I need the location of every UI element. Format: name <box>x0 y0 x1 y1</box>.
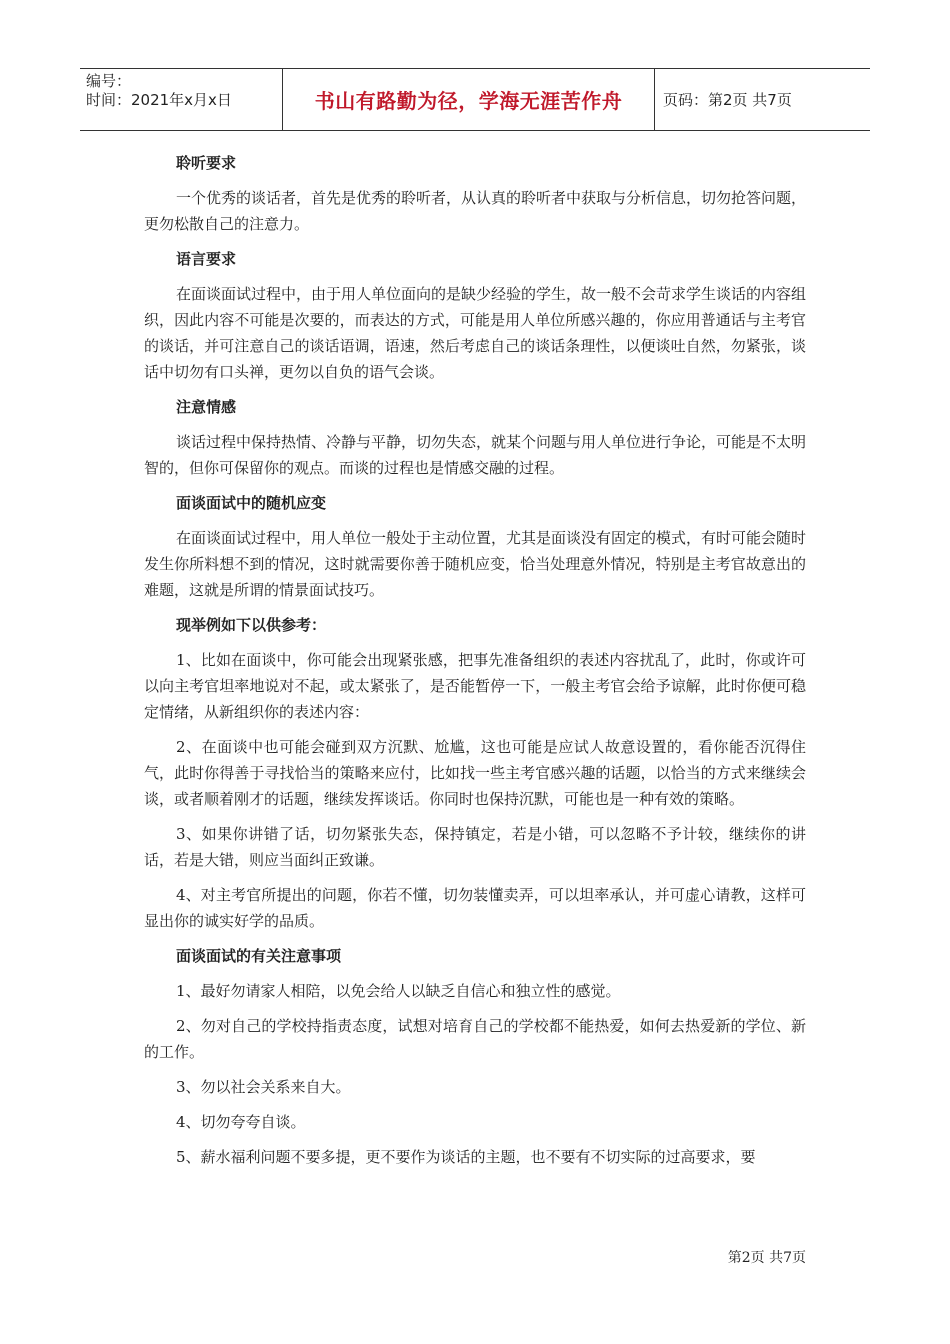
section-heading: 聆听要求 <box>176 154 237 172</box>
paragraph: 2、在面谈中也可能会碰到双方沉默、尬尴，这也可能是应试人故意设置的，看你能否沉得住气，此时你得善于寻找恰当的策略来应付，比如找一些主考官感兴趣的话题，以恰当的方式来继续会谈，或者顺着刚才的话题，继续发挥谈话。你同时也保持沉默，可能也是一种有效的策略。 <box>144 738 806 808</box>
section-heading: 语言要求 <box>176 250 237 268</box>
paragraph: 在面谈面试过程中，由于用人单位面向的是缺少经验的学生，故一般不会苛求学生谈话的内容组织，因此内容不可能是次要的，而表达的方式，可能是用人单位所感兴趣的，你应用普通话与主考官的谈话，并可注意自己的谈话语调，语速，然后考虑自己的谈话条理性，以便谈吐自然，勿紧张，谈话中切勿有口头禅，更勿以自负的语气会谈。 <box>144 285 807 381</box>
paragraph: 1、最好勿请家人相陪，以免会给人以缺乏自信心和独立性的感觉。 <box>176 982 621 1000</box>
section-heading: 面谈面试的有关注意事项 <box>176 947 342 965</box>
paragraph: 3、如果你讲错了话，切勿紧张失态，保持镇定，若是小错，可以忽略不予计较，继续你的讲话，若是大错，则应当面纠正致谦。 <box>144 825 806 869</box>
paragraph: 5、薪水福利问题不要多提，更不要作为谈话的主题，也不要有不切实际的过高要求，要 <box>176 1148 756 1166</box>
paragraph: 2、勿对自己的学校持指责态度，试想对培育自己的学校都不能热爱，如何去热爱新的学位、新的工作。 <box>144 1017 806 1061</box>
paragraph: 3、勿以社会关系来自大。 <box>176 1078 351 1096</box>
document-date-label: 时间：2021年x月x日 <box>86 91 232 109</box>
paragraph: 4、对主考官所提出的问题，你若不懂，切勿装懂卖弄，可以坦率承认，并可虚心请教，这样可显出你的诚实好学的品质。 <box>144 886 806 930</box>
section-heading: 现举例如下以供参考： <box>176 616 327 634</box>
document-body <box>144 150 806 1179</box>
paragraph: 1、比如在面谈中，你可能会出现紧张感，把事先准备组织的表述内容扰乱了，此时，你或许可以向主考官坦率地说对不起，或太紧张了，是否能暂停一下，一般主考官会给予谅解，此时你便可稳定情绪，从新组织你的表述内容： <box>144 651 806 721</box>
header-page-cell <box>655 69 870 130</box>
section-heading: 注意情感 <box>176 398 237 416</box>
section-heading: 面谈面试中的随机应变 <box>176 494 327 512</box>
paragraph: 一个优秀的谈话者，首先是优秀的聆听者，从认真的聆听者中获取与分析信息，切勿抢答问题，更勿松散自己的注意力。 <box>144 189 807 233</box>
document-number-label: 编号： <box>86 72 132 90</box>
page-header <box>80 68 870 131</box>
header-meta-cell <box>80 69 282 130</box>
page-footer-number: 第2页 共7页 <box>727 1250 806 1266</box>
header-motto-cell <box>282 69 655 130</box>
paragraph: 4、切勿夸夸自谈。 <box>176 1113 306 1131</box>
paragraph: 在面谈面试过程中，用人单位一般处于主动位置，尤其是面谈没有固定的模式，有时可能会随时发生你所料想不到的情况，这时就需要你善于随机应变，恰当处理意外情况，特别是主考官故意出的难题，这就是所谓的情景面试技巧。 <box>144 529 807 599</box>
header-motto: 书山有路勤为径，学海无涯苦作舟 <box>314 89 623 113</box>
paragraph: 谈话过程中保持热情、冷静与平静，切勿失态，就某个问题与用人单位进行争论，可能是不太明智的，但你可保留你的观点。而谈的过程也是情感交融的过程。 <box>144 433 807 477</box>
header-page-label: 页码：第2页 共7页 <box>663 90 792 109</box>
